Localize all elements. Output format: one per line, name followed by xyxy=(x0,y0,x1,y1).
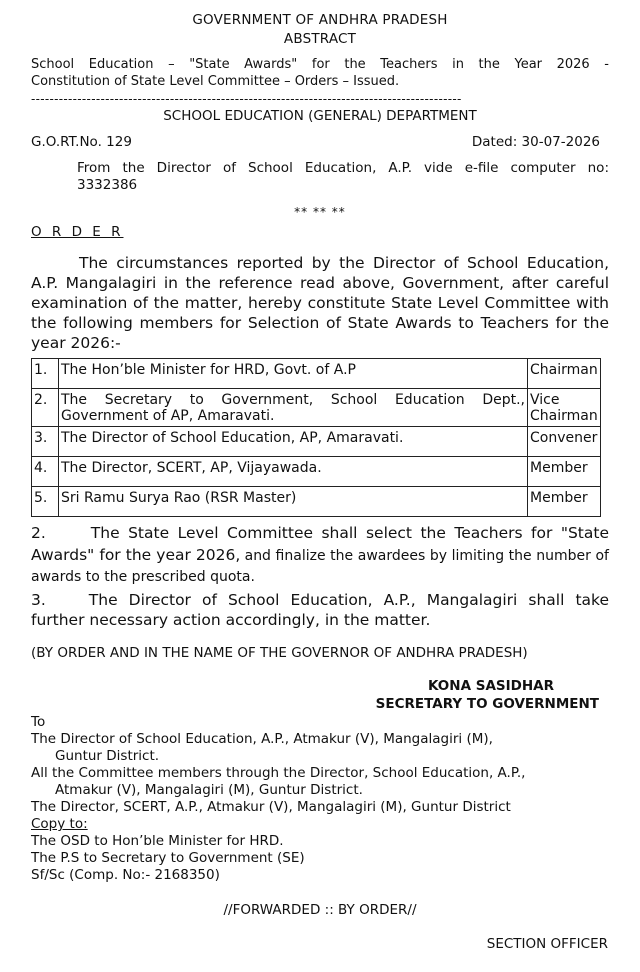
member-role: Convener xyxy=(528,427,601,457)
member-name: The Director, SCERT, AP, Vijayawada. xyxy=(59,457,528,487)
list-item: Guntur District. xyxy=(55,748,160,764)
member-role: Member xyxy=(528,487,601,517)
section-officer: SECTION OFFICER xyxy=(486,936,608,952)
table-row xyxy=(32,359,601,389)
reference-line-1: From the Director of School Education, A.P. vide e-file computer no: xyxy=(77,160,609,176)
by-order-line: (BY ORDER AND IN THE NAME OF THE GOVERNOR OF ANDHRA PRADESH) xyxy=(31,645,528,661)
member-name: Sri Ramu Surya Rao (RSR Master) xyxy=(59,487,528,517)
stars-divider: ** ** ** xyxy=(294,205,346,219)
subject-line-2: Constitution of State Level Committee – Orders – Issued. xyxy=(31,74,400,89)
table-row xyxy=(32,427,601,457)
list-item: The Director of School Education, A.P., Atmakur (V), Mangalagiri (M), xyxy=(31,731,493,747)
copy-to-label: Copy to: xyxy=(31,816,88,832)
table-row xyxy=(32,487,601,517)
abstract-heading: ABSTRACT xyxy=(283,31,357,47)
signatory-title: SECRETARY TO GOVERNMENT xyxy=(375,696,599,712)
member-name: The Hon’ble Minister for HRD, Govt. of A.P xyxy=(59,359,528,389)
list-item: The Director, SCERT, A.P., Atmakur (V), Mangalagiri (M), Guntur District xyxy=(31,799,511,815)
table-row xyxy=(32,457,601,487)
order-paragraph-3 xyxy=(31,590,609,630)
order-paragraph-1 xyxy=(31,253,609,353)
forwarded-line: //FORWARDED :: BY ORDER// xyxy=(223,902,417,918)
member-number: 5. xyxy=(32,487,59,517)
reference-line-2: 3332386 xyxy=(77,177,138,193)
go-number: G.O.RT.No. 129 xyxy=(31,134,132,150)
reference xyxy=(77,160,609,194)
paragraph-number: 2. xyxy=(31,524,46,542)
member-role: Member xyxy=(528,457,601,487)
list-item: The P.S to Secretary to Government (SE) xyxy=(31,850,305,866)
list-item: The OSD to Hon’ble Minister for HRD. xyxy=(31,833,284,849)
list-item: All the Committee members through the Director, School Education, A.P., xyxy=(31,765,526,781)
subject xyxy=(31,56,609,90)
member-name: The Secretary to Government, School Education Dept., Government of AP, Amaravati. xyxy=(59,389,528,427)
separator-line: --------------------------------------------------------------------------------------------- xyxy=(31,92,462,106)
go-date: Dated: 30-07-2026 xyxy=(471,134,600,150)
subject-line-1: School Education – "State Awards" for the Teachers in the Year 2026 - xyxy=(31,57,609,72)
paragraph-number: 3. xyxy=(31,591,46,609)
order-paragraph-2-text-a: The State Level Committee shall select the Teachers for "State Awards" for the year 2026, xyxy=(31,524,609,564)
to-label: To xyxy=(31,714,46,730)
order-heading: O R D E R xyxy=(31,224,124,240)
member-name: The Director of School Education, AP, Amaravati. xyxy=(59,427,528,457)
member-number: 4. xyxy=(32,457,59,487)
signatory-name: KONA SASIDHAR xyxy=(427,678,554,694)
list-item: Atmakur (V), Mangalagiri (M), Guntur District. xyxy=(55,782,363,798)
member-number: 1. xyxy=(32,359,59,389)
member-number: 2. xyxy=(32,389,59,427)
committee-members-table xyxy=(31,358,601,517)
order-paragraph-2-text-b: and finalize the awardees by limiting the number of awards to the prescribed quota. xyxy=(31,548,609,585)
order-paragraph-2 xyxy=(31,523,609,588)
order-paragraph-3-text: The Director of School Education, A.P., Mangalagiri shall take further necessary action accordingly, in the matter. xyxy=(31,591,609,629)
table-row xyxy=(32,389,601,427)
department-heading: SCHOOL EDUCATION (GENERAL) DEPARTMENT xyxy=(163,108,477,124)
distribution-list xyxy=(31,714,621,884)
order-paragraph-1-text: The circumstances reported by the Director of School Education, A.P. Mangalagiri in the reference read above, Government, after careful examination of the matter, hereby constitute State Level Committee with the following members for Selection of State Awards to Teachers for the year 2026:- xyxy=(31,254,609,352)
government-heading: GOVERNMENT OF ANDHRA PRADESH xyxy=(192,12,448,28)
list-item: Sf/Sc (Comp. No:- 2168350) xyxy=(31,867,220,883)
member-role: Chairman xyxy=(528,359,601,389)
member-number: 3. xyxy=(32,427,59,457)
member-role: Vice Chairman xyxy=(528,389,601,427)
